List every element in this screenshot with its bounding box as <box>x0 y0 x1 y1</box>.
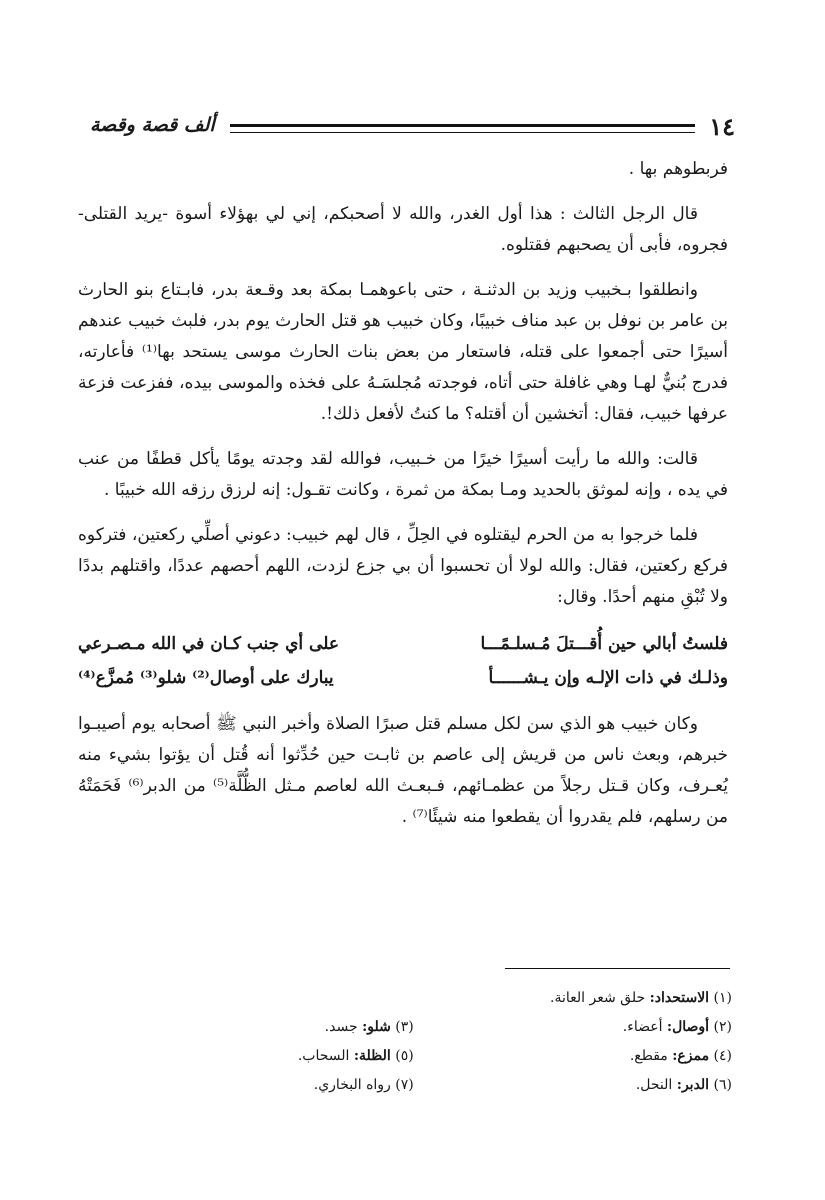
paragraph: فربطوهم بها . <box>628 159 728 179</box>
paragraph: قالت: والله ما رأيت أسيرًا خيرًا من خـبيب، فوالله لقد وجدته يومًا يأكل قطفًا من عنب في يده ، وإنه لموثق بالحديد ومـا بمكة من ثمرة ، وكانت تقـول: إنه لرزق رزقه الله خبيبًا . <box>78 449 728 500</box>
paragraph: قال الرجل الثالث : هذا أول الغدر، والله لا أصحبكم، إني لي بهؤلاء أسوة -يريد القتلى- فجروه، فأبى أن يصحبهم فقتلوه. <box>78 204 728 255</box>
footnote-number: (٧) <box>395 1077 414 1093</box>
paragraph: فلما خرجوا به من الحرم ليقتلوه في الحِلِّ ، قال لهم خبيب: دعوني أصلِّي ركعتين، فتركوه فركع ركعتين، فقال: والله لولا أن تحسبوا أن بي جزع لزدت، اللهم أحصهم عددًا، واقتلهم بددًا ولا تُبْقِ منهم أحدًا. وقال: <box>78 525 728 607</box>
page-header <box>90 112 735 142</box>
footnote-separator <box>505 968 730 969</box>
footnote <box>438 1071 732 1100</box>
footnote-definition: مقطع. <box>629 1048 668 1064</box>
footnote-term: ممزع: <box>672 1048 710 1064</box>
book-title: ألف قصة وقصة <box>90 114 215 136</box>
poem-second-hemistich: على أي جنب كـان في الله مـصـرعي <box>78 634 339 654</box>
footnotes <box>120 984 732 1100</box>
poem-second-hemistich: يبارك على أوصال⁽²⁾ شلو⁽³⁾ مُمزَّع⁽⁴⁾ <box>78 668 334 688</box>
footnote <box>438 1013 732 1042</box>
poem <box>78 627 728 695</box>
footnote <box>120 1071 414 1100</box>
page-number: ١٤ <box>709 112 735 141</box>
footnote-row <box>120 1042 732 1071</box>
paragraph: وانطلقوا بـخبيب وزيد بن الدثنـة ، حتى باعوهمـا بمكة بعد وقـعة بدر، فابـتاع بنو الحارث بن عامر بن نوفل بن عبد مناف خبيبًا، وكان خبيب هو قتل الحارث يوم بدر، فلبث خبيب عندهم أسيرًا حتى أجمعوا على قتله، فاستعار من بعض بنات الحارث موسى يستحد بها⁽¹⁾ فأعارته، فدرج بُنيٌّ لهـا وهي غافلة حتى أتاه، فوجدته مُجلسَـهُ على فخذه والموسى بيده، ففزعت فزعة عرفها خبيب، فقال: أتخشين أن أقتله؟ ما كنتُ لأفعل ذلك!. <box>78 280 728 424</box>
footnote-row <box>120 1013 732 1042</box>
footnote-number: (٣) <box>395 1019 414 1035</box>
header-rule <box>230 124 695 133</box>
poem-line <box>78 661 728 695</box>
footnote-term: الظلة: <box>353 1048 391 1064</box>
footnote-definition: النحل. <box>635 1077 673 1093</box>
footnote-definition: السحاب. <box>297 1048 350 1064</box>
footnote-number: (٢) <box>713 1019 732 1035</box>
footnote-number: (١) <box>713 990 732 1006</box>
main-text <box>78 154 728 847</box>
footnote <box>438 984 732 1013</box>
footnote-number: (٤) <box>713 1048 732 1064</box>
footnote <box>438 1042 732 1071</box>
footnote-term: أوصال: <box>666 1019 710 1035</box>
paragraph: وكان خبيب هو الذي سن لكل مسلم قتل صبرًا الصلاة وأخبر النبي ﷺ أصحابه يوم أصيبـوا خبرهم، وبعث ناس من قريش إلى عاصم بن ثابـت حين حُدِّثوا أنه قُتل أن يؤتوا بشيء منه يُعـرف، وكان قـتل رجلاً من عظمـائهم، فـبعـث الله لعاصم مـثل الظُّلَّة⁽⁵⁾ من الدبر⁽⁶⁾ فَحَمَتْهُ من رسلهم، فلم يقدروا أن يقطعوا منه شيئًا⁽⁷⁾ . <box>78 714 728 827</box>
footnote-term: الدبر: <box>676 1077 710 1093</box>
footnote-number: (٦) <box>713 1077 732 1093</box>
footnote-definition: جسد. <box>324 1019 358 1035</box>
footnote-row <box>120 984 732 1013</box>
footnote-definition: رواه البخاري. <box>313 1077 391 1093</box>
footnote-term: شلو: <box>362 1019 391 1035</box>
footnote-definition: حلق شعر العانة. <box>550 990 646 1006</box>
footnote <box>120 1042 414 1071</box>
poem-first-hemistich: وذلـك في ذات الإلـه وإن يـشــــــأ <box>488 668 728 688</box>
footnote-definition: أعضاء. <box>622 1019 663 1035</box>
footnote <box>120 1013 414 1042</box>
poem-line <box>78 627 728 661</box>
footnote-term: الاستحداد: <box>649 990 710 1006</box>
footnote-number: (٥) <box>395 1048 414 1064</box>
poem-first-hemistich: فلستُ أبالي حين أُقـــتلَ مُـسلـمًـــا <box>480 634 728 654</box>
footnote-row <box>120 1071 732 1100</box>
